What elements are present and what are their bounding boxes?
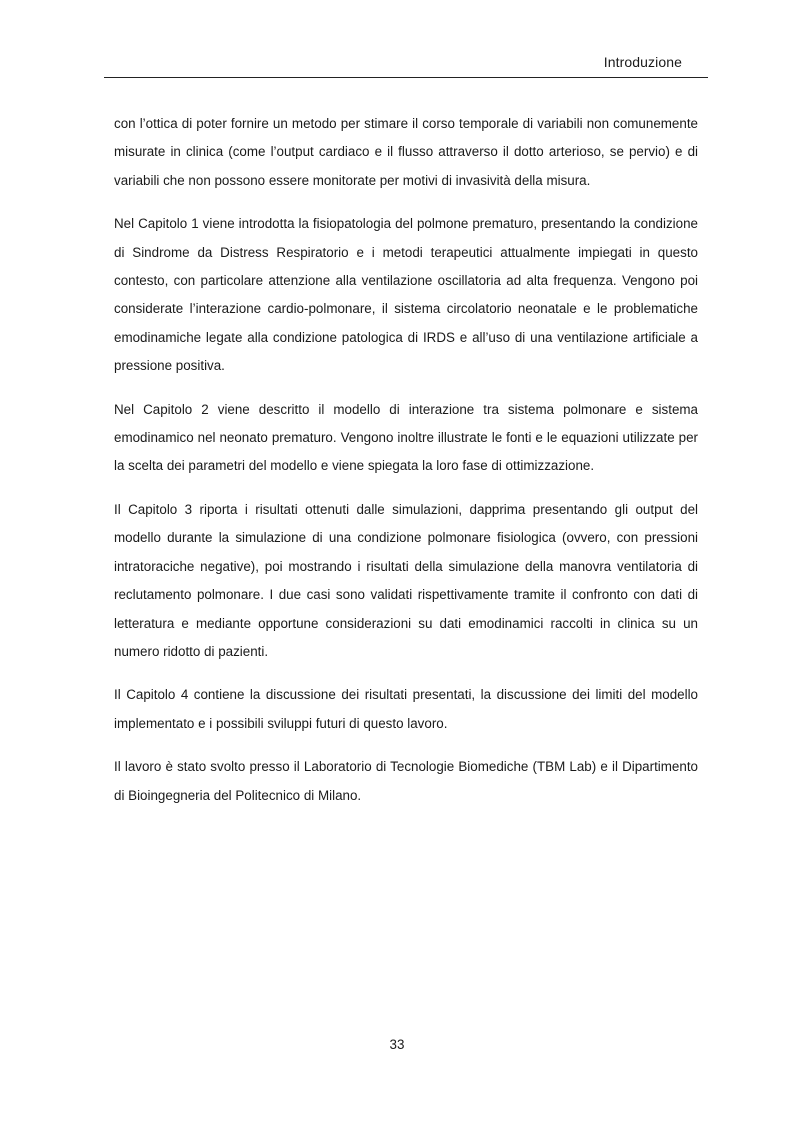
paragraph-acknowledgement: Il lavoro è stato svolto presso il Laboratorio di Tecnologie Biomediche (TBM Lab) e il Dipartimento di Bioingegneria del Politecnico di Milano.	[114, 759, 698, 803]
paragraph-chapter-2: Nel Capitolo 2 viene descritto il modello di interazione tra sistema polmonare e sistema emodinamico nel neonato prematuro. Vengono inoltre illustrate le fonti e le equazioni utilizzate per la scelta dei parametri del modello e viene spiegata la loro fase di ottimizzazione.	[114, 401, 698, 474]
running-header	[104, 50, 708, 78]
header-rule	[104, 77, 708, 78]
paragraph-chapter-1: Nel Capitolo 1 viene introdotta la fisiopatologia del polmone prematuro, presentando la condizione di Sindrome da Distress Respiratorio e i metodi terapeutici attualmente impiegati in questo contesto, con particolare attenzione alla ventilazione oscillatoria ad alta frequenza. Vengono poi considerate l’interazione cardio-polmonare, il sistema circolatorio neonatale e le problematiche emodinamiche legate alla condizione patologica di IRDS e all’uso di una ventilazione artificiale a pressione positiva.	[114, 216, 698, 374]
header-title: Introduzione	[603, 54, 682, 70]
paragraph-intro-continuation: con l’ottica di poter fornire un metodo per stimare il corso temporale di variabili non comunemente misurate in clinica (come l’output cardiaco e il flusso attraverso il dotto arterioso, se pervio) e di variabili che non possono essere monitorate per motivi di invasività della misura.	[114, 116, 698, 188]
paragraph-chapter-4: Il Capitolo 4 contiene la discussione dei risultati presentati, la discussione dei limiti del modello implementato e i possibili sviluppi futuri di questo lavoro.	[114, 687, 698, 731]
page-number: 33	[389, 1037, 405, 1052]
body-text	[114, 110, 698, 825]
paragraph-chapter-3: Il Capitolo 3 riporta i risultati ottenuti dalle simulazioni, dapprima presentando gli output del modello durante la simulazione di una condizione polmonare fisiologica (ovvero, con pressioni intratoraciche negative), poi mostrando i risultati della simulazione della manovra ventilatoria di reclutamento polmonare. I due casi sono validati rispettivamente tramite il confronto con dati di letteratura e mediante opportune considerazioni su dati emodinamici raccolti in clinica su un numero ridotto di pazienti.	[114, 501, 698, 659]
